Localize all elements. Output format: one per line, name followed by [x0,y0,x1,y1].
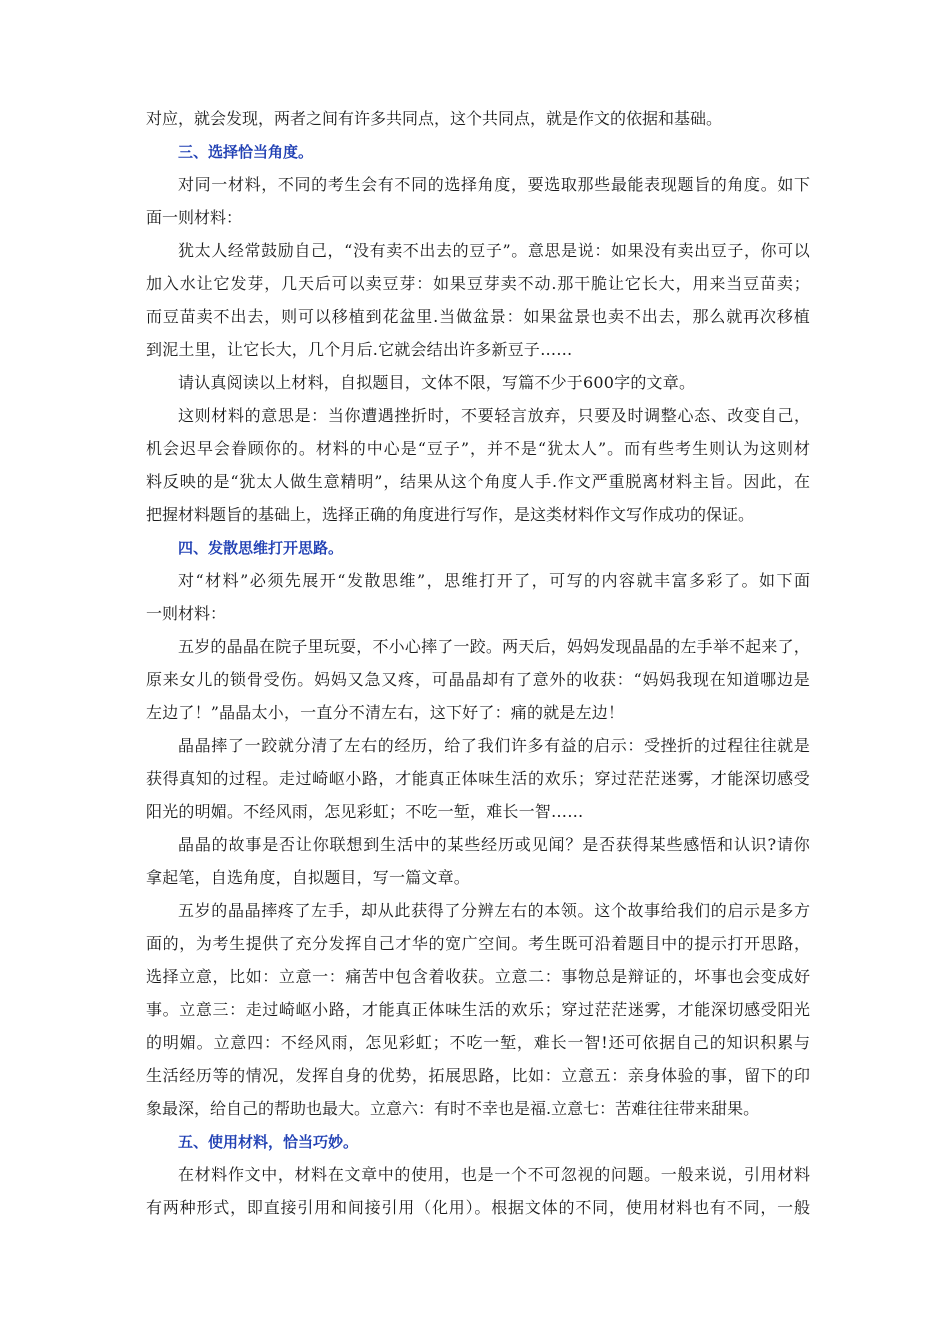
text-line: 晶晶摔了一跤就分清了左右的经历，给了我们许多有益的启示：受挫折的过程往往就是 [178,736,810,755]
text-line: 机会迟早会眷顾你的。材料的中心是“豆子”，并不是“犹太人”。而有些考生则认为这则材 [146,439,810,458]
text-line: 对同一材料，不同的考生会有不同的选择角度，要选取那些最能表现题旨的角度。如下 [178,175,810,194]
text-line: 对应，就会发现，两者之间有许多共同点，这个共同点，就是作文的依据和基础。 [146,109,723,128]
text-line: 面一则材料： [146,208,243,227]
text-line: 对“材料”必须先展开“发散思维”，思维打开了，可写的内容就丰富多彩了。如下面 [178,571,810,590]
text-line: 而豆苗卖不出去，则可以移植到花盆里.当做盆景：如果盆景也卖不出去，那么就再次移植 [146,307,810,326]
text-line: 五岁的晶晶摔疼了左手，却从此获得了分辨左右的本领。这个故事给我们的启示是多方 [178,901,810,920]
text-line: 获得真知的过程。走过崎岖小路，才能真正体味生活的欢乐；穿过茫茫迷雾，才能深切感受 [146,769,810,788]
text-line: 生活经历等的情况，发挥自身的优势，拓展思路，比如：立意五：亲身体验的事，留下的印 [146,1066,810,1085]
text-line: 拿起笔，自选角度，自拟题目，写一篇文章。 [146,868,471,887]
section-heading: 四、发散思维打开思路。 [178,539,344,557]
text-line: 把握材料题旨的基础上，选择正确的角度进行写作，是这类材料作文写作成功的保证。 [146,505,755,524]
text-line: 事。立意三：走过崎岖小路，才能真正体味生活的欢乐；穿过茫茫迷雾，才能深切感受阳光 [146,1000,810,1019]
text-line: 犹太人经常鼓励自己，“没有卖不出去的豆子”。意思是说：如果没有卖出豆子，你可以 [178,241,810,260]
text-line: 请认真阅读以上材料，自拟题目，文体不限，写篇不少于600字的文章。 [178,373,696,392]
section-heading: 三、选择恰当角度。 [178,143,314,161]
text-line: 象最深，给自己的帮助也最大。立意六：有时不幸也是福.立意七：苦难往往带来甜果。 [146,1099,760,1118]
text-line: 五岁的晶晶在院子里玩耍，不小心摔了一跤。两天后，妈妈发现晶晶的左手举不起来了， [178,637,810,656]
text-line: 在材料作文中，材料在文章中的使用，也是一个不可忽视的问题。一般来说，引用材料 [178,1165,810,1184]
text-line: 左边了！”晶晶太小，一直分不清左右，这下好了：痛的就是左边！ [146,703,625,722]
text-line: 加入水让它发芽，几天后可以卖豆芽：如果豆芽卖不动.那干脆让它长大，用来当豆苗卖； [146,274,810,293]
text-line: 面的，为考生提供了充分发挥自己才华的宽广空间。考生既可沿着题目中的提示打开思路， [146,934,810,953]
text-line: 的明媚。立意四：不经风雨，怎见彩虹；不吃一堑，难长一智!还可依据自己的知识积累与 [146,1033,810,1052]
text-line: 这则材料的意思是：当你遭遇挫折时，不要轻言放弃，只要及时调整心态、改变自己， [178,406,810,425]
text-line: 选择立意，比如：立意一：痛苦中包含着收获。立意二：事物总是辩证的，坏事也会变成好 [146,967,810,986]
text-line: 晶晶的故事是否让你联想到生活中的某些经历或见闻？是否获得某些感悟和认识?请你 [178,835,810,854]
section-heading: 五、使用材料，恰当巧妙。 [178,1133,359,1151]
text-line: 料反映的是“犹太人做生意精明”，结果从这个角度人手.作文严重脱离材料主旨。因此，在 [146,472,810,491]
text-line: 原来女儿的锁骨受伤。妈妈又急又疼，可晶晶却有了意外的收获：“妈妈我现在知道哪边是 [146,670,810,689]
text-line: 一则材料： [146,604,227,623]
text-line: 有两种形式，即直接引用和间接引用（化用）。根据文体的不同，使用材料也有不同，一般 [146,1198,810,1217]
text-line: 到泥土里，让它长大，几个月后.它就会结出许多新豆子…… [146,340,573,359]
text-line: 阳光的明媚。不经风雨，怎见彩虹；不吃一堑，难长一智…… [146,802,584,821]
